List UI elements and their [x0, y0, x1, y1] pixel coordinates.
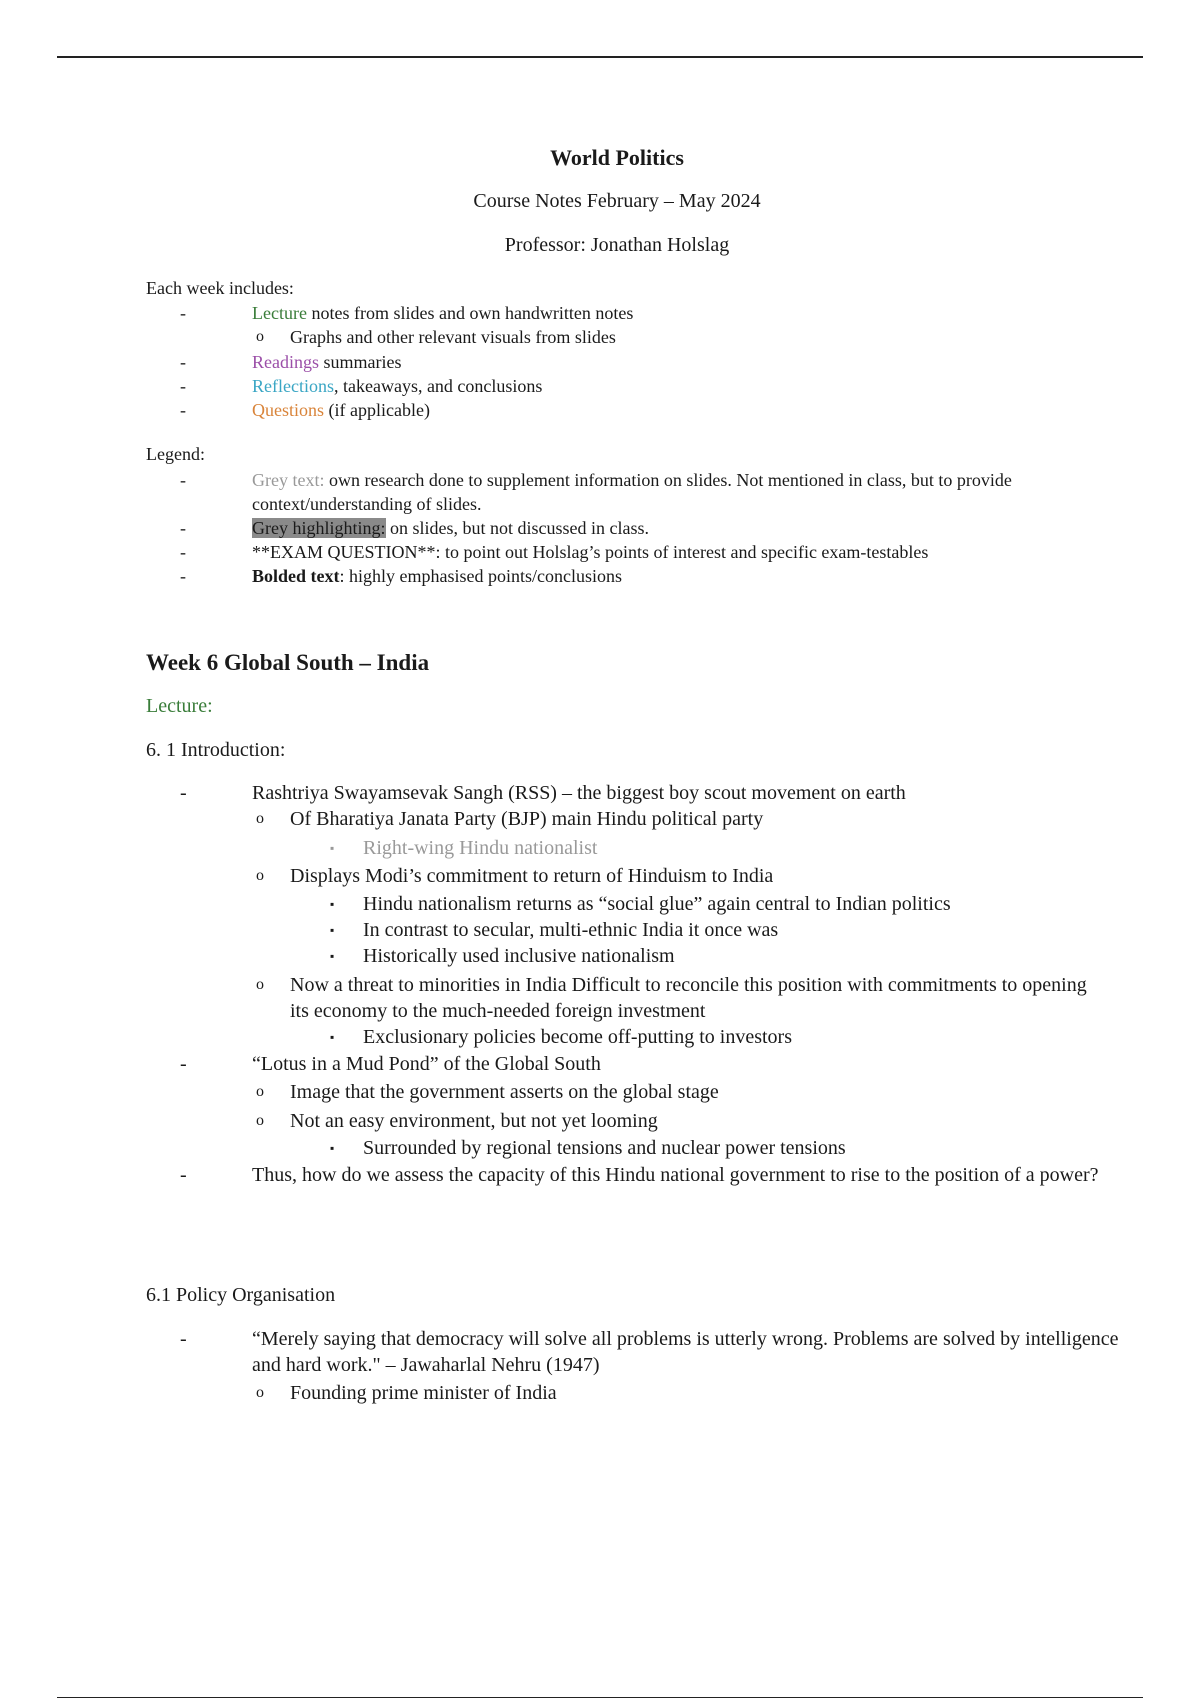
lecture-keyword: Lecture: [252, 303, 307, 323]
readings-keyword: Readings: [252, 352, 319, 372]
list-item: - Thus, how do we assess the capacity of this Hindu national government to rise to the position of a power?: [180, 1164, 1099, 1186]
list-item: o Now a threat to minorities in India Difficult to reconcile this position with commitments to opening its economy to the much-needed foreign investment: [256, 974, 1087, 1022]
nehru-quote: “Merely saying that democracy will solve all problems is utterly wrong. Problems are solved by intelligence and hard work." – Jawaharlal Nehru (1947): [252, 1328, 1119, 1376]
legend-label: Legend:: [146, 444, 205, 464]
bottom-rule: [57, 1697, 1143, 1698]
list-item: - “Merely saying that democracy will solve all problems is utterly wrong. Problems are solved by intelligence and hard work." – Jawaharlal Nehru (1947): [180, 1326, 1130, 1380]
grey-text-keyword: Grey text:: [252, 470, 325, 490]
lecture-label: Lecture:: [146, 695, 213, 717]
each-week-label: Each week includes:: [146, 278, 294, 298]
questions-keyword: Questions: [252, 400, 324, 420]
list-item: - Grey text: own research done to supplement information on slides. Not mentioned in class, but to provide context/understanding of slides.: [180, 470, 1012, 514]
document-title: World Politics: [550, 145, 684, 170]
intro-section-label: 6. 1 Introduction:: [146, 739, 286, 761]
top-rule: [57, 56, 1143, 58]
exam-question-note: **EXAM QUESTION**: to point out Holslag’s points of interest and specific exam-testables: [252, 542, 929, 562]
reflections-keyword: Reflections: [252, 376, 334, 396]
bolded-keyword: Bolded text: [252, 566, 340, 586]
week-heading: Week 6 Global South – India: [146, 650, 430, 675]
policy-section-label: 6.1 Policy Organisation: [146, 1284, 336, 1306]
grey-highlight-keyword: Grey highlighting:: [252, 518, 386, 538]
professor-line: Professor: Jonathan Holslag: [504, 234, 730, 256]
document-subtitle: Course Notes February – May 2024: [473, 190, 761, 212]
